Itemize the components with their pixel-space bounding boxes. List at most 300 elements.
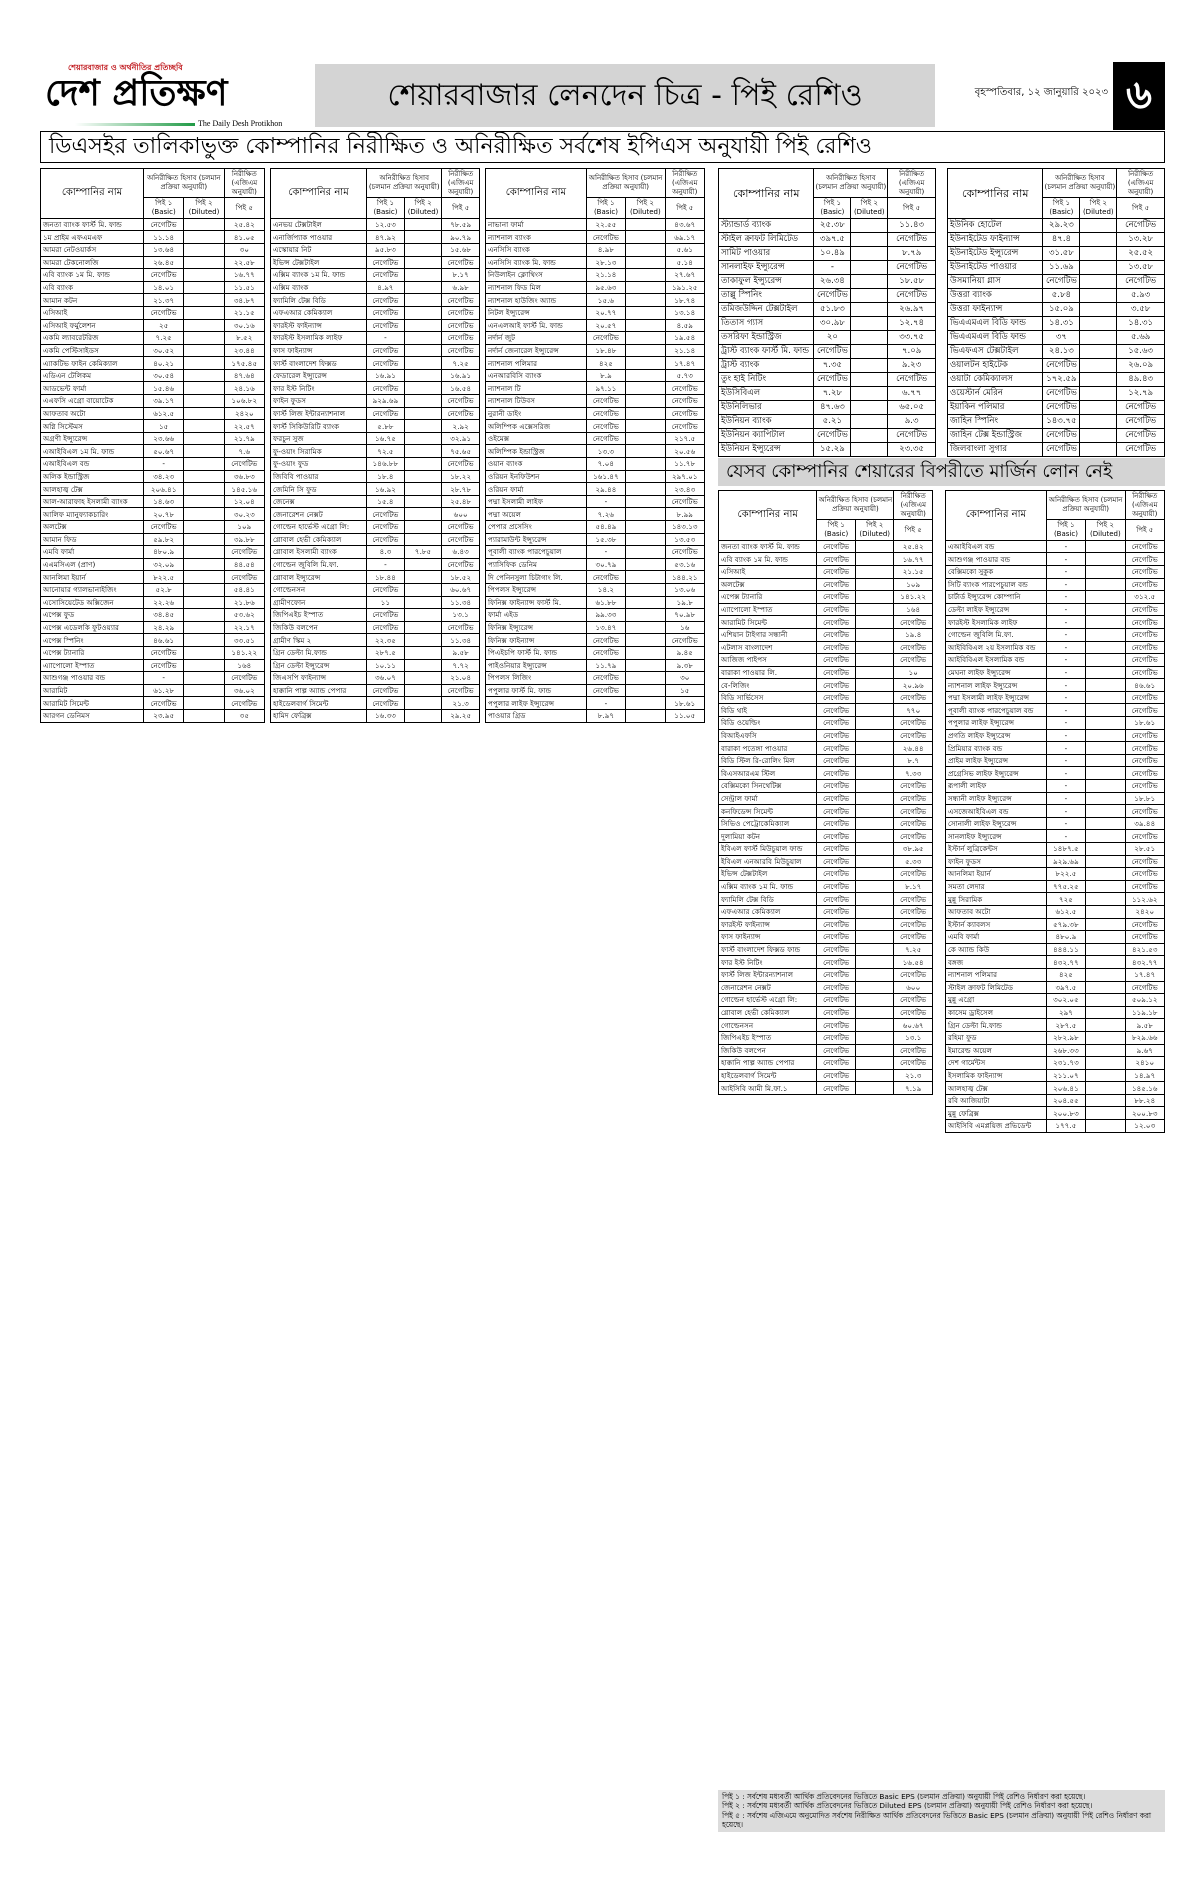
pe2-value	[855, 679, 894, 692]
pe2-value	[1086, 1019, 1125, 1032]
company-name: আইবিবিএল ইসলামিক বন্ড	[946, 654, 1047, 667]
pe5-value: নেগেটিভ	[894, 729, 933, 742]
pe1-value: নেগেটিভ	[817, 628, 856, 641]
table-row	[719, 1082, 933, 1095]
pe1-value: ১৫.৪	[367, 495, 405, 508]
company-name: ফিনিক্স ফাইন্যান্স ফার্স্ট মি.	[486, 596, 587, 609]
company-name: আফতাব অটো	[946, 905, 1047, 918]
pe2-value	[626, 646, 665, 659]
pe1-value: ৩৯.১৭	[144, 395, 184, 408]
audited-header: নিরীক্ষিত (এজিএম অনুযায়ী)	[224, 169, 264, 198]
company-name: এনভয় টেক্সটাইল	[271, 218, 367, 231]
company-name: গ্রিন ডেল্টা ইন্স্যুরেন্স	[271, 659, 367, 672]
pe1-value: ৭২৫	[1046, 893, 1085, 906]
company-name: ওরিয়ন ফার্মা	[486, 483, 587, 496]
pe5-value: ৯.২৩	[888, 358, 936, 372]
pe5-value: ১৫.৬৩	[1117, 344, 1165, 358]
audited-header: নিরীক্ষিত (এজিএম অনুযায়ী)	[665, 169, 704, 198]
pe2-value	[851, 442, 888, 456]
pe1-value: ৫.৮৪	[1043, 288, 1080, 302]
table-row	[946, 654, 1165, 667]
company-name: এস্কোয়ার নিট	[271, 243, 367, 256]
table-row	[271, 256, 480, 269]
pe5-value: ২৫.৪২	[224, 218, 264, 231]
table-row	[41, 445, 265, 458]
pe5-value: নেগেটিভ	[1125, 553, 1164, 566]
company-name: আরামিট	[41, 684, 144, 697]
pe1-value: ২০০.৮৩	[1046, 1107, 1085, 1120]
pe2-value	[1086, 742, 1125, 755]
table-row	[271, 344, 480, 357]
pe1-value: নেগেটিভ	[367, 256, 405, 269]
pe2-value	[184, 231, 224, 244]
table-row	[719, 905, 933, 918]
pe2-value	[404, 495, 442, 508]
pe1-value: ২৩১.৭৩	[1046, 1057, 1085, 1070]
company-name: অগ্নি সিস্টেমস	[41, 420, 144, 433]
pe2-value	[1086, 1006, 1125, 1019]
pe2-value	[184, 709, 224, 722]
pe5-value: ৭.২৫	[442, 357, 480, 370]
table-row	[486, 458, 705, 471]
pe5-value: ১৬	[665, 621, 704, 634]
pe5-value: ৮.৭৯	[888, 246, 936, 260]
company-name: এপেক্স ট্যানারি	[41, 646, 144, 659]
pe5-value: ৯.৩	[888, 414, 936, 428]
pe1-value: ১৫.৬	[586, 294, 625, 307]
company-name: উসমানিয়া গ্লাস	[948, 274, 1043, 288]
company-name: এসোসিয়েটেড অক্সিজেন	[41, 596, 144, 609]
pe5-value: ৬০০	[894, 981, 933, 994]
pe1-value: নেগেটিভ	[817, 641, 856, 654]
company-name: পদ্মা ইসলামী লাইফ ইন্স্যুরেন্স	[946, 691, 1047, 704]
pe2-value	[855, 956, 894, 969]
pe1-value: ৩১.৫৮	[1043, 246, 1080, 260]
pe5-value: ১৩.৫৩	[665, 533, 704, 546]
pe1-value: -	[814, 260, 851, 274]
company-name: এবি ব্যাংক ১ম মি. ফান্ড	[41, 269, 144, 282]
company-name: হামিদ ফেব্রিক্স	[271, 709, 367, 722]
pe5-value: নেগেটিভ	[1117, 400, 1165, 414]
table-row	[946, 591, 1165, 604]
company-name: জিপিএইচ ইস্পাত	[271, 609, 367, 622]
pe5-value: ১৬.৭৭	[894, 553, 933, 566]
pe5-value: ৩০.২৩	[224, 508, 264, 521]
pe1-value: নেগেটিভ	[817, 603, 856, 616]
table-row	[486, 684, 705, 697]
pe5-value: ৪.৫৯	[665, 319, 704, 332]
pe5-value: নেগেটিভ	[442, 319, 480, 332]
pe5-value: নেগেটিভ	[894, 817, 933, 830]
pe2-value	[851, 414, 888, 428]
pe2-value	[404, 596, 442, 609]
pe5-value: ১৭৫.৪৫	[224, 357, 264, 370]
pe1-value: ১২.৫৩	[367, 218, 405, 231]
pe2-value	[626, 521, 665, 534]
pe1-value: নেগেটিভ	[586, 646, 625, 659]
pe2-value	[1086, 931, 1125, 944]
pe1-value: নেগেটিভ	[817, 1082, 856, 1095]
pe2-value	[1080, 218, 1117, 232]
pe2-value	[855, 1069, 894, 1082]
table-row	[486, 558, 705, 571]
pe5-value: নেগেটিভ	[894, 792, 933, 805]
pe5-value: ১৭.৪৭	[1125, 968, 1164, 981]
pe2-value	[1086, 691, 1125, 704]
pe5-header: পিই ৫	[1117, 198, 1165, 219]
pe5-value: ১১.০৫	[665, 709, 704, 722]
table-row	[41, 521, 265, 534]
table-row	[719, 274, 936, 288]
pe5-value: ৬.৪৩	[442, 546, 480, 559]
pe1-value: ১৬.৯২	[367, 483, 405, 496]
table-row	[946, 1006, 1165, 1019]
pe2-value	[1086, 553, 1125, 566]
company-name: ন্যাশনাল টি	[486, 382, 587, 395]
pe1-value: -	[1046, 792, 1085, 805]
pe5-value: ১০	[894, 666, 933, 679]
company-name: গোল্ডেন জুবিলি মি.ফা.	[271, 558, 367, 571]
company-name: বারাকা পাওয়ার লি.	[719, 666, 817, 679]
pe1-value: নেগেটিভ	[144, 521, 184, 534]
company-name: এনার্জিপ্যাক পাওয়ার	[271, 231, 367, 244]
table-row	[41, 243, 265, 256]
company-name: ফার্স্ট বাংলাদেশ ফিক্সড ফান্ড	[719, 943, 817, 956]
pe1-value: -	[144, 458, 184, 471]
table-row	[719, 830, 933, 843]
pe5-value: নেগেটিভ	[224, 546, 264, 559]
pe1-value: নেগেটিভ	[817, 565, 856, 578]
pe1-value: -	[1046, 591, 1085, 604]
pe5-value: ৩.৫৮	[1117, 302, 1165, 316]
pe2-value	[855, 742, 894, 755]
company-name: ফু-ওয়াং সিরামিক	[271, 445, 367, 458]
company-name: প্যারামাউন্ট ইন্স্যুরেন্স	[486, 533, 587, 546]
pe5-value: নেগেটিভ	[224, 458, 264, 471]
table-row	[946, 679, 1165, 692]
pe1-value: ৪.৯৭	[367, 281, 405, 294]
table-row	[271, 231, 480, 244]
pe1-value: ১৫.৪৬	[144, 382, 184, 395]
company-name: আইসিবি এমপ্লয়িজ প্রভিডেন্ট	[946, 1120, 1047, 1133]
pe2-value	[184, 621, 224, 634]
pe5-value: নেগেটিভ	[665, 395, 704, 408]
company-name: পিপলস ইন্স্যুরেন্স	[486, 583, 587, 596]
pe5-value: ৫.৭৩	[665, 369, 704, 382]
pe5-value: ৪৩২.৭৭	[1125, 956, 1164, 969]
pe2-value: ৭.৮৫	[404, 546, 442, 559]
pe1-value: নেগেটিভ	[144, 646, 184, 659]
pe1-value: নেগেটিভ	[586, 634, 625, 647]
pe5-value: ৫.৯৩	[1117, 288, 1165, 302]
pe1-value: নেগেটিভ	[817, 729, 856, 742]
company-name: দুলামিয়া কটন	[719, 830, 817, 843]
audited-header: নিরীক্ষিত (এজিএম অনুযায়ী)	[894, 491, 933, 520]
company-name: ফারইস্ট ইসলামিক লাইফ	[946, 616, 1047, 629]
table-row	[719, 981, 933, 994]
unaudited-header: অনিরীক্ষিত হিসাব (চলমান প্রক্রিয়া অনুযায়ী)	[814, 169, 888, 198]
company-name: বারাকা পতেঙ্গা পাওয়ার	[719, 742, 817, 755]
pe2-value	[404, 659, 442, 672]
pe2-header: পিই ২ (Diluted)	[184, 198, 224, 219]
company-name: তিতাস গ্যাস	[719, 316, 814, 330]
pe5-value: ৫.৬৯	[1117, 330, 1165, 344]
pe2-value	[855, 880, 894, 893]
pe2-value	[855, 628, 894, 641]
pe1-value: ৫.২১	[814, 414, 851, 428]
pe5-value: ১৫.৬৮	[442, 243, 480, 256]
company-name: ফু-ওয়াং ফুড	[271, 458, 367, 471]
company-name: রবি আজিয়াটা	[946, 1094, 1047, 1107]
pe2-value	[184, 684, 224, 697]
pe1-value: ৮.৯	[586, 369, 625, 382]
pe5-value: নেগেটিভ	[1125, 780, 1164, 793]
margin-table-1	[718, 490, 933, 1095]
pe1-value: -	[1046, 616, 1085, 629]
pe2-value	[1080, 400, 1117, 414]
pe1-value: নেগেটিভ	[586, 432, 625, 445]
pe1-value: ৩৯৭.৫	[1046, 981, 1085, 994]
audited-header: নিরীক্ষিত (এজিএম অনুযায়ী)	[1125, 491, 1164, 520]
pe5-value: নেগেটিভ	[888, 428, 936, 442]
table-row	[41, 571, 265, 584]
pe1-value: ৯৯.৩৩	[586, 609, 625, 622]
pe1-value: ২৬.৩৪	[814, 274, 851, 288]
table-row	[486, 218, 705, 231]
pe5-value: ১৬.৫৪	[442, 382, 480, 395]
pe1-value: ৩০.৫৪	[144, 369, 184, 382]
pe5-value: ১২.০৩	[1125, 1120, 1164, 1133]
company-name: গ্রামীণফোন	[271, 596, 367, 609]
company-name: এনআরবিসি ব্যাংক	[486, 369, 587, 382]
logo-underline	[75, 123, 195, 126]
pe5-value: ১৪.৯৭	[1125, 1069, 1164, 1082]
table-row	[948, 386, 1165, 400]
pe2-value	[184, 344, 224, 357]
pe1-value: ৪২৫	[586, 357, 625, 370]
pe2-value	[184, 583, 224, 596]
table-row	[486, 445, 705, 458]
footnotes	[718, 1790, 1165, 1832]
company-name: সন্ধানী লাইফ ইন্স্যুরেন্স	[946, 792, 1047, 805]
pe1-value: নেগেটিভ	[817, 704, 856, 717]
company-name: গ্লোবাল হেভী কেমিক্যাল	[271, 533, 367, 546]
pe5-value: নেগেটিভ	[894, 918, 933, 931]
pe1-value: নেগেটিভ	[817, 843, 856, 856]
pe1-value: নেগেটিভ	[586, 332, 625, 345]
pe5-value: নেগেটিভ	[1125, 565, 1164, 578]
pe1-value: নেগেটিভ	[144, 659, 184, 672]
company-name: ইবিএল এনআরবি মিউচুয়াল	[719, 855, 817, 868]
pe1-value: ৪০.২১	[144, 357, 184, 370]
pe2-value	[626, 697, 665, 710]
table-row	[271, 269, 480, 282]
pe2-value	[1086, 540, 1125, 553]
table-row	[719, 386, 936, 400]
pe2-value	[855, 843, 894, 856]
pe1-value: ৮২২.৫	[144, 571, 184, 584]
pe1-value: ১৩.৪৭	[586, 621, 625, 634]
company-name: ন্যাশনাল ফিড মিল	[486, 281, 587, 294]
company-name: ইউসিবিএল	[719, 386, 814, 400]
pe1-value: ১০.৪৯	[814, 246, 851, 260]
table-row	[41, 634, 265, 647]
pe1-value: নেগেটিভ	[817, 880, 856, 893]
pe5-value: ১৮.৫৮	[888, 274, 936, 288]
pe5-value: ১১.৩৪	[442, 596, 480, 609]
pe5-value: ৭৮.৫৯	[442, 218, 480, 231]
company-name: এক্সিম ব্যাংক ১ম মি. ফান্ড	[719, 880, 817, 893]
company-name: তাল্লু স্পিনিং	[719, 288, 814, 302]
pe2-value	[1086, 591, 1125, 604]
table-row	[41, 646, 265, 659]
pe1-value: নেগেটিভ	[144, 697, 184, 710]
table-row	[946, 1057, 1165, 1070]
company-name: গোল্ডেন হার্ভেস্ট এগ্রো লি:	[719, 994, 817, 1007]
pe2-value	[184, 256, 224, 269]
company-name: এআইবিএল বন্ড	[41, 458, 144, 471]
pe5-value: নেগেটিভ	[1117, 274, 1165, 288]
pe1-value: ৪.৯৮	[586, 243, 625, 256]
pe5-value: নেগেটিভ	[442, 407, 480, 420]
pe2-value	[1080, 358, 1117, 372]
pe1-value: নেগেটিভ	[817, 717, 856, 730]
pe1-value: -	[1046, 654, 1085, 667]
table-row	[41, 281, 265, 294]
pe2-value	[184, 533, 224, 546]
pe2-value	[1086, 968, 1125, 981]
pe2-header: পিই ২ (Diluted)	[404, 198, 442, 219]
company-name: বঙ্গজ	[946, 956, 1047, 969]
company-name: প্রাইম লাইফ ইন্স্যুরেন্স	[946, 754, 1047, 767]
pe5-value: নেগেটিভ	[224, 697, 264, 710]
table-row	[948, 344, 1165, 358]
pe1-value: ২৫	[144, 319, 184, 332]
pe2-value	[184, 319, 224, 332]
pe2-value	[404, 344, 442, 357]
company-name: এনসিসি ব্যাংক	[486, 243, 587, 256]
table-row	[486, 357, 705, 370]
pe2-value	[404, 357, 442, 370]
pe1-value: ১৮.৪৪	[367, 571, 405, 584]
pe1-value: নেগেটিভ	[817, 805, 856, 818]
table-row	[719, 1019, 933, 1032]
pe2-value	[855, 1057, 894, 1070]
pe5-value: নেগেটিভ	[894, 905, 933, 918]
table-row	[946, 855, 1165, 868]
table-row	[271, 458, 480, 471]
company-name: সমতা লেদার	[946, 880, 1047, 893]
company-name: ফেডারেল ইন্স্যুরেন্স	[271, 369, 367, 382]
table-row	[719, 344, 936, 358]
company-name: এটলাস বাংলাদেশ	[719, 641, 817, 654]
pe5-value: ২৫.৪৮	[442, 495, 480, 508]
pe1-value: ৪.৩	[367, 546, 405, 559]
pe5-value: নেগেটিভ	[442, 256, 480, 269]
company-name: জেমিনি সি ফুড	[271, 483, 367, 496]
table-row	[41, 458, 265, 471]
pe5-value: ৬৫.০৫	[888, 400, 936, 414]
pe1-value: নেগেটিভ	[586, 571, 625, 584]
company-name: এসিআই	[719, 565, 817, 578]
pe1-value: ৬১২.৫	[144, 407, 184, 420]
pe5-value: ৬.৯৮	[442, 281, 480, 294]
table-row	[948, 316, 1165, 330]
pe1-value: ২৩.৯৫	[144, 709, 184, 722]
table-row	[946, 868, 1165, 881]
table-row	[719, 918, 933, 931]
table-row	[41, 231, 265, 244]
pe1-value: ৫২.৮	[144, 583, 184, 596]
company-name: আফতাব অটো	[41, 407, 144, 420]
pe1-value: ২১১.০৭	[1046, 1069, 1085, 1082]
pe2-value	[1086, 565, 1125, 578]
company-name: ইউনাইটেড ইন্স্যুরেন্স	[948, 246, 1043, 260]
pe2-value	[626, 445, 665, 458]
pe2-value	[1086, 780, 1125, 793]
company-name: রহিমা ফুড	[946, 1031, 1047, 1044]
pe5-value: ১১.৪৩	[888, 218, 936, 232]
pe1-value: নেগেটিভ	[817, 943, 856, 956]
company-name: এআইবিএল ১ম মি. ফান্ড	[41, 445, 144, 458]
pe1-value: -	[1046, 666, 1085, 679]
pe5-value: ৮.৫২	[224, 332, 264, 345]
company-name: অগ্রণী ইন্স্যুরেন্স	[41, 432, 144, 445]
pe2-value	[1086, 918, 1125, 931]
company-name: ভিএএমএল বিডি ফান্ড	[948, 330, 1043, 344]
pe5-value: ৭০.৯৮	[665, 609, 704, 622]
company-name: পদ্মা অয়েল	[486, 508, 587, 521]
pe5-value: নেগেটিভ	[442, 294, 480, 307]
pe5-value: নেগেটিভ	[894, 968, 933, 981]
pe5-value: ৩৪.৮৭	[224, 294, 264, 307]
pe2-value	[855, 754, 894, 767]
pe2-value	[184, 508, 224, 521]
pe1-value: নেগেটিভ	[817, 754, 856, 767]
company-name: সোনালী লাইফ ইন্স্যুরেন্স	[946, 817, 1047, 830]
pe1-value: নেগেটিভ	[367, 294, 405, 307]
pe2-value	[626, 357, 665, 370]
company-name-header: কোম্পানির নাম	[41, 169, 144, 219]
pe5-value: ৯.৪৫	[665, 646, 704, 659]
pe2-value	[626, 432, 665, 445]
pe5-value: ৮.৭	[894, 754, 933, 767]
pe1-value: ১৩.৩	[586, 445, 625, 458]
table-row	[271, 319, 480, 332]
pe1-value: ১৪৮৭.৫	[1046, 843, 1085, 856]
pe5-value: ৬০.৬৭	[894, 1019, 933, 1032]
pe5-value: নেগেটিভ	[1117, 414, 1165, 428]
pe5-value: ১০৯	[894, 578, 933, 591]
pe1-value: নেগেটিভ	[817, 918, 856, 931]
table-row	[946, 830, 1165, 843]
company-name: এ্যাপোলো ইস্পাত	[719, 603, 817, 616]
table-row	[948, 400, 1165, 414]
pe5-value: নেগেটিভ	[894, 717, 933, 730]
pe5-value: ১৫	[665, 684, 704, 697]
pe2-value	[855, 1006, 894, 1019]
table-row	[271, 508, 480, 521]
pe2-value	[855, 1044, 894, 1057]
pe5-value: ৩০	[224, 243, 264, 256]
table-row	[719, 553, 933, 566]
pe5-value: ১৩.১	[894, 1031, 933, 1044]
pe1-value: নেগেটিভ	[367, 319, 405, 332]
company-name: বেক্সিমকো সুকুক	[946, 565, 1047, 578]
table-row	[948, 442, 1165, 456]
table-row	[486, 521, 705, 534]
pe2-value	[1086, 792, 1125, 805]
